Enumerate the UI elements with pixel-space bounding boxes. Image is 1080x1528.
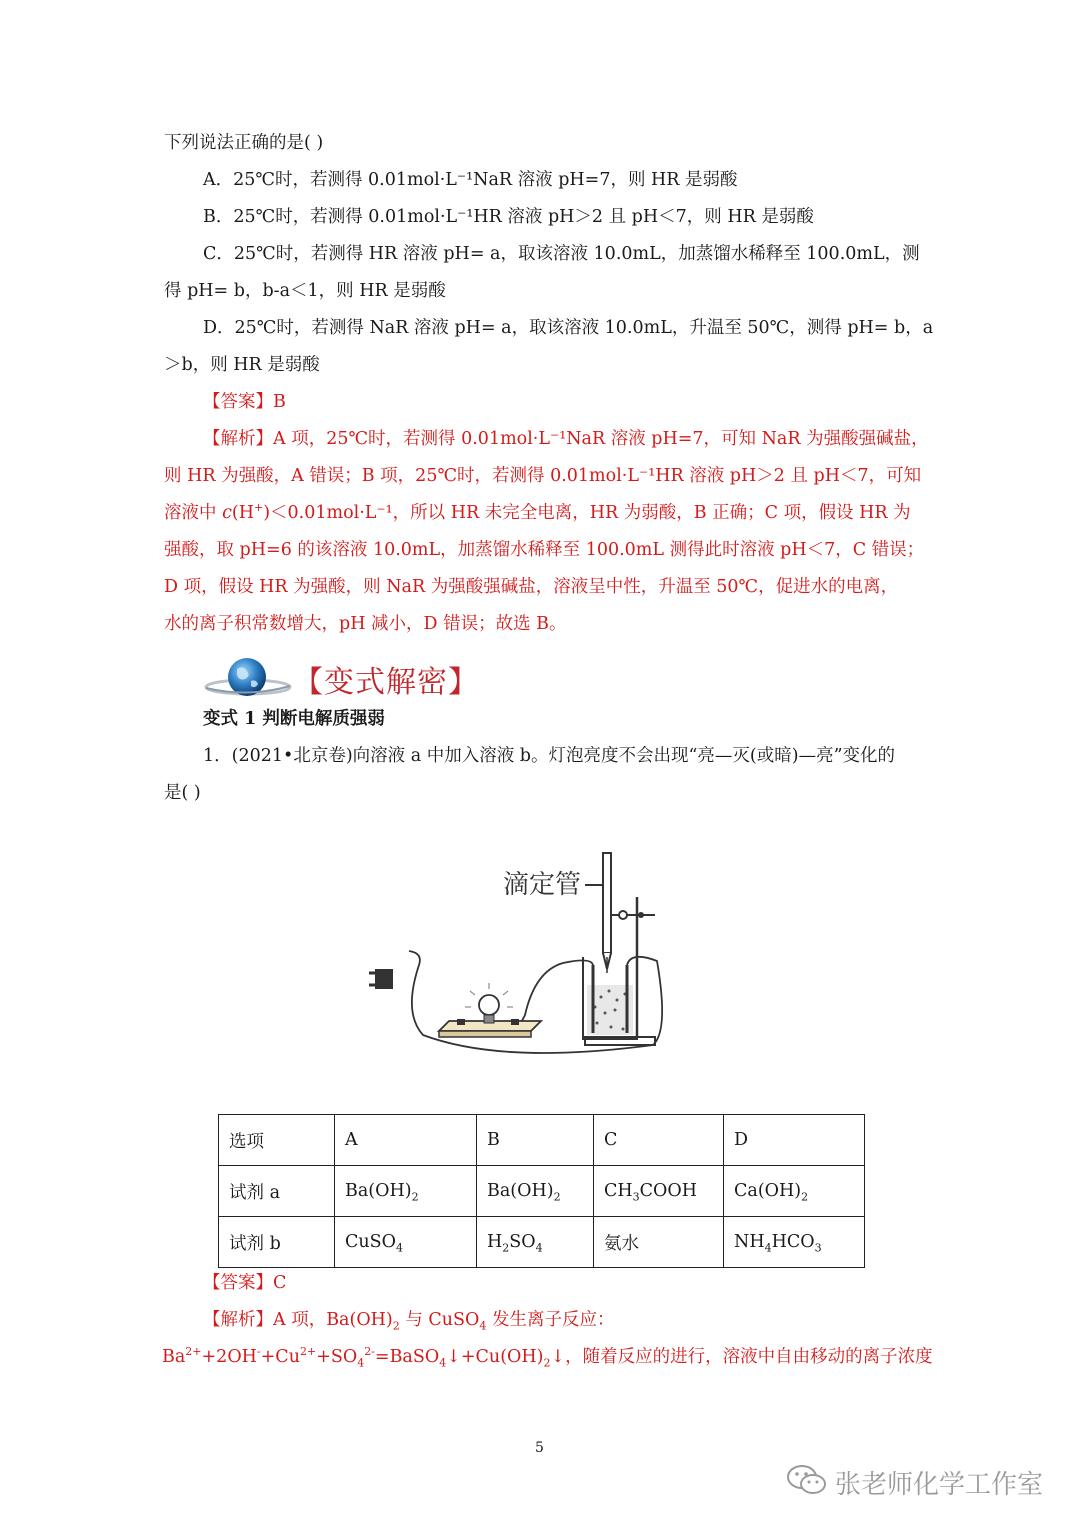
- apparatus-diagram: [365, 845, 685, 1075]
- variant-question-line1: 1．(2021•北京卷)向溶液 a 中加入溶液 b。灯泡亮度不会出现“亮—灭(或暗)—亮”变化的: [203, 746, 896, 766]
- analysis-1-line6: 水的离子积常数增大，pH 减小，D 错误；故选 B。: [164, 614, 567, 634]
- wechat-icon: [785, 1462, 829, 1498]
- table-row-label: 试剂 b: [219, 1217, 335, 1268]
- table-row: [219, 1217, 865, 1268]
- answer-tag: 【答案】: [203, 392, 273, 412]
- analysis-2-line1: 【解析】A 项，$Ba(OH)_2$ 与 CuSO$_4$ 发生离子反应：: [203, 1310, 615, 1333]
- table-cell: CuSO$_4$: [335, 1217, 477, 1268]
- analysis-1-line1: [203, 427, 929, 451]
- analysis-tag: 【解析】: [203, 429, 273, 449]
- analysis-2-equation: $Ba^{2+}+2OH^-+Cu^{2+}+SO_4^{2-}=BaSO_4↓+Cu(OH)_2↓$，随着反应的进行，溶液中自由移动的离子浓度: [162, 1345, 933, 1370]
- table-header-cell: 选项: [219, 1115, 335, 1166]
- analysis-text: (H: [231, 503, 254, 523]
- analysis-text: c: [222, 503, 232, 523]
- watermark: [785, 1462, 1055, 1498]
- analysis-1-line2: 则 HR 为强酸，A 错误；B 项，25℃时，若测得 0.01mol·L⁻¹HR 溶液 pH＞2 且 pH＜7，可知: [164, 466, 922, 486]
- options-table: [218, 1114, 865, 1268]
- table-cell: $Ba(OH)_2$: [477, 1166, 594, 1217]
- variant-question-line2: 是( ): [164, 783, 201, 803]
- answer-value: B: [273, 392, 286, 412]
- table-cell: $Ba(OH)_2$: [335, 1166, 477, 1217]
- answer-2: [203, 1271, 286, 1295]
- section-heading-text: 【变式解密】: [293, 665, 479, 700]
- table-header-cell: B: [477, 1115, 594, 1166]
- option-c-line1: C．25℃时，若测得 HR 溶液 pH= a，取该溶液 10.0mL，加蒸馏水稀释至 100.0mL，测: [203, 244, 920, 264]
- burette-label: 滴定管: [503, 870, 582, 900]
- table-row-label: 试剂 a: [219, 1166, 335, 1217]
- superscript: +: [253, 501, 264, 515]
- analysis-text: 溶液中: [164, 503, 223, 523]
- table-cell: $NH_4HCO_3$: [724, 1217, 865, 1268]
- table-cell: $CH_3COOH$: [594, 1166, 724, 1217]
- option-a: A．25℃时，若测得 0.01mol·L⁻¹NaR 溶液 pH=7，则 HR 是弱酸: [203, 170, 738, 190]
- watermark-text: 张老师化学工作室: [835, 1470, 1044, 1500]
- table-cell: $Ca(OH)_2$: [724, 1166, 865, 1217]
- analysis-1-line3: [164, 501, 911, 525]
- analysis-1-line5: D 项，假设 HR 为强酸，则 NaR 为强酸强碱盐，溶液呈中性，升温至 50℃，促进水的电离，: [164, 577, 899, 597]
- answer-1: [203, 390, 286, 414]
- analysis-1-line4: 强酸，取 pH=6 的该溶液 10.0mL，加蒸馏水稀释至 100.0mL 测得此时溶液 pH＜7，C 错误；: [164, 540, 925, 560]
- table-cell: $H_2SO_4$: [477, 1217, 594, 1268]
- table-header-cell: C: [594, 1115, 724, 1166]
- table-header-cell: A: [335, 1115, 477, 1166]
- option-b: B．25℃时，若测得 0.01mol·L⁻¹HR 溶液 pH＞2 且 pH＜7，则 HR 是弱酸: [203, 207, 814, 227]
- analysis-text: )＜0.01mol·L⁻¹，所以 HR 未完全电离，HR 为弱酸，B 正确；C 项，假设 HR 为: [263, 503, 911, 523]
- question-stem: 下列说法正确的是( ): [164, 133, 324, 153]
- analysis-text: A 项，25℃时，若测得 0.01mol·L⁻¹NaR 溶液 pH=7，可知 NaR 为强酸强碱盐，: [273, 429, 929, 449]
- variant-title: 变式 1 判断电解质强弱: [203, 709, 385, 729]
- table-row: [219, 1166, 865, 1217]
- table-header-cell: D: [724, 1115, 865, 1166]
- analysis-tag: 【解析】: [203, 1310, 273, 1330]
- answer-tag: 【答案】: [203, 1273, 273, 1293]
- section-heading: [203, 655, 503, 700]
- option-d-line1: D．25℃时，若测得 NaR 溶液 pH= a，取该溶液 10.0mL，升温至 50℃，测得 pH= b，a: [203, 318, 934, 338]
- globe-icon: [203, 655, 293, 700]
- page-number: 5: [535, 1440, 544, 1456]
- answer-value: C: [273, 1273, 287, 1293]
- table-row: [219, 1115, 865, 1166]
- table-cell: 氨水: [594, 1217, 724, 1268]
- option-c-line2: 得 pH= b，b-a＜1，则 HR 是弱酸: [164, 281, 446, 301]
- option-d-line2: ＞b，则 HR 是弱酸: [164, 355, 320, 375]
